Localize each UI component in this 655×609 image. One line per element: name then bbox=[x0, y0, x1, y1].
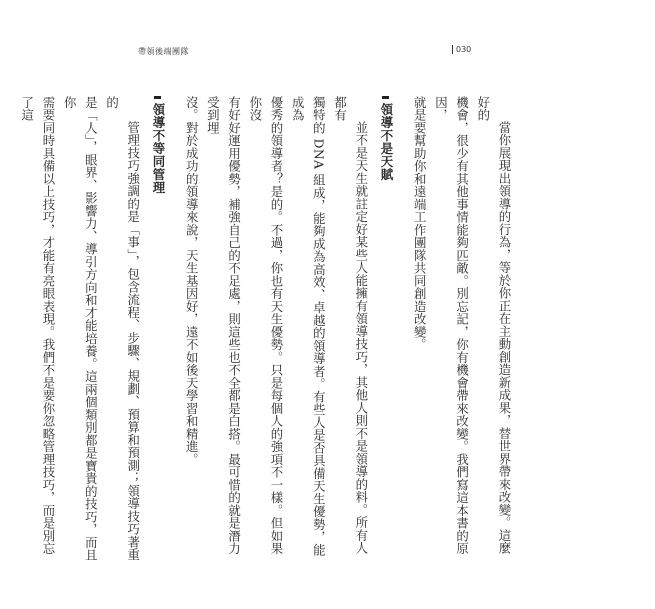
section-heading-2-text: 領導不等同管理 bbox=[150, 103, 166, 194]
section-heading-1 bbox=[376, 96, 397, 566]
paragraph-2-line-4: 有好好運用優勢，補強自己的不足處，則這些也不全都是白搭。最可惜的就是潛力受到埋 bbox=[205, 96, 242, 555]
section-heading-1-text: 領導不是天賦 bbox=[378, 103, 394, 181]
page-body bbox=[17, 96, 515, 566]
paragraph-2-line-5: 沒。對於成功的領導來說，天生基因好，遠不如後天學習和精進。 bbox=[184, 96, 200, 466]
paragraph-3-line-2: 是「人」，眼界、影響力、導引方向和才能培養。這兩個類別都是寶貴的技巧，而且你 bbox=[62, 96, 99, 562]
paragraph-1-line-1: 當你展現出領導的行為，等於你正在主動創造新成果，替世界帶來改變。這麼好的 bbox=[475, 96, 512, 555]
paragraph-1-line-3: 就是要幫助你和遠端工作團隊共同創造改變。 bbox=[412, 96, 428, 351]
heading-marker bbox=[154, 96, 161, 99]
paragraph-2-line-2: 獨特的 DNA 組成，能夠成為高效、卓越的領導者。有些人是否具備天生優勢，能成為 bbox=[290, 96, 327, 557]
heading-marker bbox=[382, 96, 389, 99]
paragraph-3-line-1: 管理技巧強調的是「事」，包含流程、步驟、規劃、預算和預測；領導技巧著重的 bbox=[104, 96, 141, 561]
paragraph-3-line-3: 需要同時具備以上技巧，才能有亮眼表現。我們不是要你忽略管理技巧，而是別忘了這 bbox=[19, 96, 56, 555]
paragraph-2-line-1: 並不是天生就註定好某些人能擁有領導技巧，其他人則不是領導的料。所有人都有 bbox=[332, 96, 369, 555]
page-number-text: 030 bbox=[456, 45, 472, 54]
paragraph-2-line-3: 優秀的領導者？是的。不過，你也有天生優勢。只是每個人的強項不一樣。但如果你沒 bbox=[247, 96, 284, 555]
running-header-title: 帶領後端團隊 bbox=[138, 47, 189, 56]
page-number bbox=[452, 45, 471, 54]
section-heading-2 bbox=[148, 96, 169, 566]
paragraph-1-line-2: 機會，很少有其他事情能夠匹敵。別忘記，你有機會帶來改變。我們寫這本書的原因， bbox=[433, 96, 470, 555]
header-divider bbox=[452, 45, 453, 54]
